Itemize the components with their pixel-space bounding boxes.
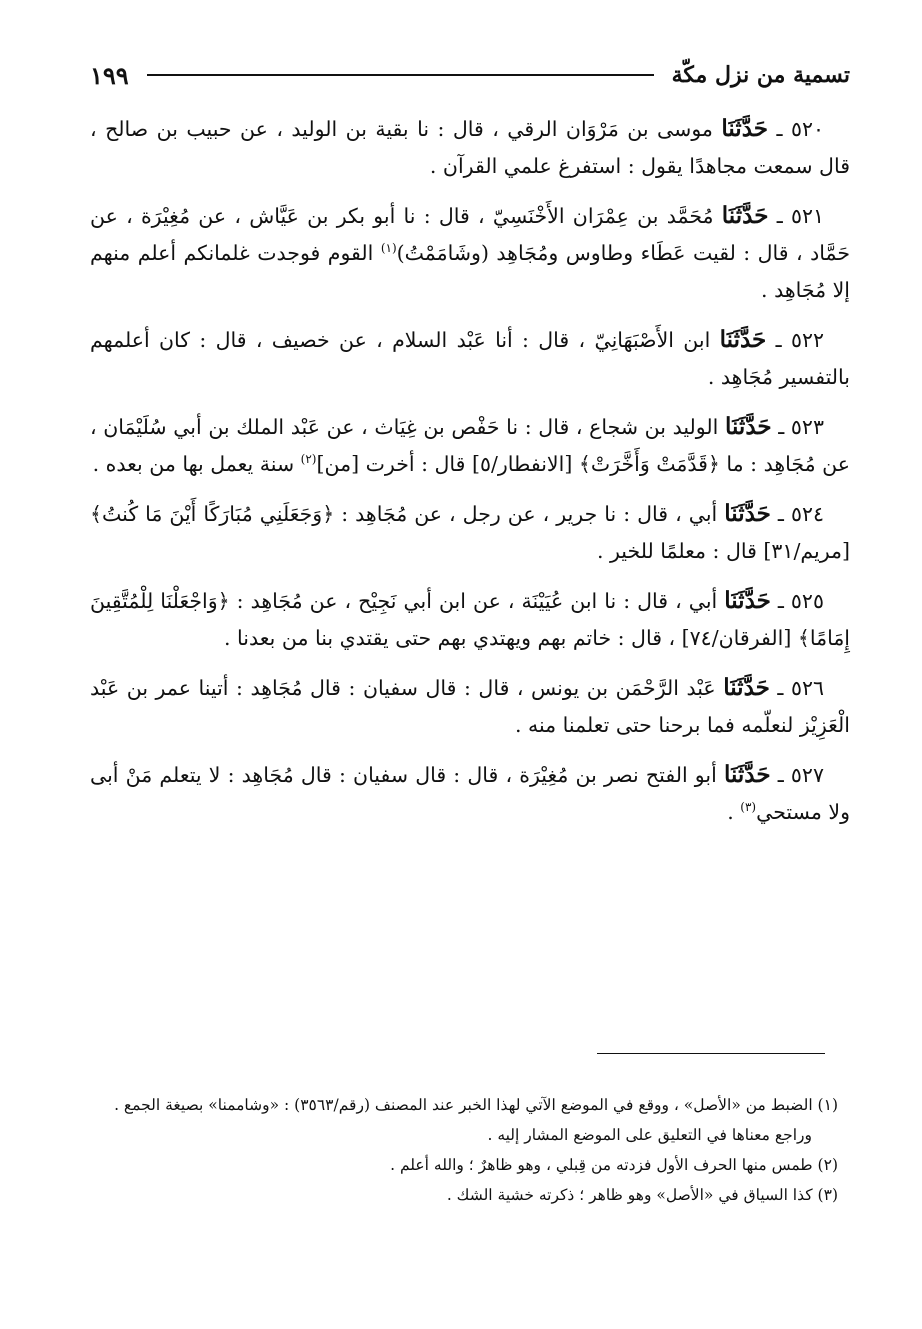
hadith-text-continued: سنة يعمل بها من بعده . xyxy=(92,452,295,476)
running-header xyxy=(90,58,850,92)
footnote-3: (٣) كذا السياق في «الأصل» وهو ظاهر ؛ ذكرته خشية الشك . xyxy=(446,1186,838,1204)
hadith-text-continued: القوم فوجدت غلمانكم أعلم منهم إلا مُجَاهِد . xyxy=(90,241,850,302)
header-rule xyxy=(147,74,654,76)
footnotes xyxy=(90,1090,838,1210)
footnote-marker[interactable]: (٣) xyxy=(740,800,757,815)
hadith-527 xyxy=(90,756,850,831)
hadith-text: عَبْد الرَّحْمَن بن يونس ، قال : قال سفيان : قال مُجَاهِد : أتينا عمر بن عَبْد الْعَزِيْز لنعلّمه فما برحنا حتى تعلمنا منه . xyxy=(90,676,850,737)
hadith-keyword: حَدَّثَنَا xyxy=(721,202,769,229)
hadith-text: أبي ، قال : نا جرير ، عن رجل ، عن مُجَاهِد : ﴿وَجَعَلَنِي مُبَارَكًا أَيْنَ مَا كُنتُ﴾ [مريم/٣١] قال : معلمًا للخير . xyxy=(90,502,850,563)
hadith-number: ٥٢٦ ـ xyxy=(777,676,824,700)
footnote-2: (٢) طمس منها الحرف الأول فزدته من قِبلي ، وهو ظاهرٌ ؛ والله أعلم . xyxy=(390,1156,838,1174)
hadith-text: موسى بن مَرْوَان الرقي ، قال : نا بقية بن الوليد ، عن حبيب بن صالح ، قال سمعت مجاهدًا يقول : استفرغ علمي القرآن . xyxy=(90,117,850,178)
hadith-525 xyxy=(90,582,850,657)
footnote-1-continued: وراجع معناها في التعليق على الموضع المشار إليه . xyxy=(487,1126,812,1144)
hadith-text: أبي ، قال : نا ابن عُيَيْنَة ، عن ابن أبي نَجِيْح ، عن مُجَاهِد : ﴿وَاجْعَلْنَا لِلْمُتَّقِينَ إِمَامًا﴾ [الفرقان/٧٤] ، قال : خاتم بهم ويهتدي بهم حتى يقتدي بنا من بعدنا . xyxy=(90,589,850,650)
hadith-text: الوليد بن شجاع ، قال : نا حَفْص بن غِيَاث ، عن عَبْد الملك بن أبي سُلَيْمَان ، عن مُجَاهِد : ما ﴿قَدَّمَتْ وَأَخَّرَتْ﴾ [الانفطار/٥] قال : أخرت [من] xyxy=(90,415,850,476)
footnote-marker[interactable]: (١) xyxy=(380,241,397,256)
hadith-keyword: حَدَّثَنَا xyxy=(724,500,771,527)
hadith-keyword: حَدَّثَنَا xyxy=(719,326,767,353)
footnote-separator xyxy=(597,1053,825,1054)
hadith-number: ٥٢٥ ـ xyxy=(777,589,824,613)
hadith-521 xyxy=(90,197,850,309)
page-number: ١٩٩ xyxy=(90,60,129,90)
hadith-number: ٥٢٧ ـ xyxy=(777,763,824,787)
hadith-524 xyxy=(90,495,850,570)
hadith-keyword: حَدَّثَنَا xyxy=(723,761,771,788)
hadith-keyword: حَدَّثَنَا xyxy=(724,413,772,440)
footnote-marker[interactable]: (٢) xyxy=(300,452,317,467)
hadith-keyword: حَدَّثَنَا xyxy=(721,115,768,142)
hadith-keyword: حَدَّثَنَا xyxy=(723,674,770,701)
hadith-number: ٥٢٢ ـ xyxy=(775,328,824,352)
footnote-1: (١) الضبط من «الأصل» ، ووقع في الموضع الآتي لهذا الخبر عند المصنف (رقم/٣٥٦٣) : «وشاممنا» بصيغة الجمع . xyxy=(114,1096,838,1114)
hadith-526 xyxy=(90,669,850,744)
hadith-520 xyxy=(90,110,850,185)
hadith-text: أبو الفتح نصر بن مُغِيْرَة ، قال : قال سفيان : قال مُجَاهِد : لا يتعلم مَنْ أبى ولا مستحي xyxy=(90,763,850,824)
page-title: تسمية من نزل مكّة xyxy=(671,62,850,88)
hadith-text: مُحَمَّد بن عِمْرَان الأَخْنَسِيّ ، قال : نا أبو بكر بن عَيَّاش ، عن مُغِيْرَة ، عن حَمَّاد ، قال : لقيت عَطَاء وطاوس ومُجَاهِد (وشَامَمْتُ) xyxy=(90,204,850,265)
hadith-text: ابن الأَصْبَهَانِيّ ، قال : أنا عَبْد السلام ، عن خصيف ، قال : كان أعلمهم بالتفسير مُجَاهِد . xyxy=(90,328,850,389)
hadith-number: ٥٢٤ ـ xyxy=(777,502,824,526)
main-text xyxy=(90,110,850,843)
hadith-522 xyxy=(90,321,850,396)
hadith-keyword: حَدَّثَنَا xyxy=(724,587,771,614)
hadith-523 xyxy=(90,408,850,483)
hadith-number: ٥٢٣ ـ xyxy=(778,415,824,439)
hadith-number: ٥٢٠ ـ xyxy=(776,117,824,141)
hadith-number: ٥٢١ ـ xyxy=(776,204,824,228)
hadith-text-continued: . xyxy=(727,800,734,824)
